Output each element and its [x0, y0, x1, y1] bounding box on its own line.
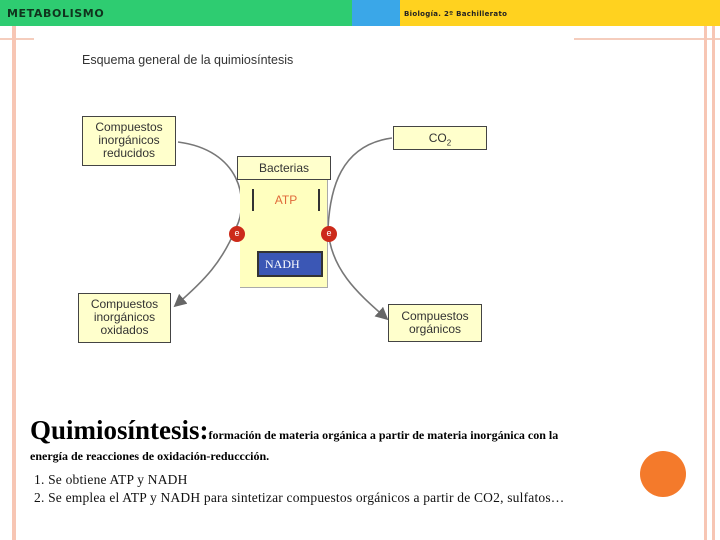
box-inorganic-oxidized: [78, 293, 171, 343]
box-co2-subscript: 2: [446, 138, 452, 148]
box-co2-label: CO: [428, 131, 447, 145]
header-title: METABOLISMO: [7, 7, 105, 20]
electron-right: e: [321, 226, 337, 242]
list-item: 1. Se obtiene ATP y NADH: [34, 472, 188, 487]
arrow-co2-to-organic: [328, 138, 392, 318]
box-organic: [388, 304, 482, 342]
definition-part2: energía de reacciones de oxidación-reduccción.: [30, 449, 270, 463]
box-inorganic-reduced: [82, 116, 176, 166]
box-inorganic-reduced-line1: Compuestos: [95, 120, 163, 134]
list-item: 2. Se emplea el ATP y NADH para sintetizar compuestos orgánicos a partir de CO2, sulfatos…: [34, 490, 565, 505]
definition-part1: formación de materia orgánica a partir de materia inorgánica con la: [208, 428, 559, 442]
arrow-reduced-to-oxidized: [176, 142, 242, 305]
box-co2: [393, 126, 487, 150]
electron-left: e: [229, 226, 245, 242]
header-subtitle: Biología. 2º Bachillerato: [404, 10, 508, 18]
decorative-orange-circle: [640, 451, 686, 497]
diagram-title: Esquema general de la quimiosíntesis: [82, 53, 294, 67]
definition-line: [30, 415, 558, 446]
box-organic-line1: Compuestos: [401, 309, 469, 323]
box-inorganic-oxidized-line3: oxidados: [100, 323, 149, 337]
atp-label: ATP: [252, 189, 320, 211]
heading-quimiosintesis: Quimiosíntesis:: [30, 415, 209, 445]
box-organic-line2: orgánicos: [408, 322, 462, 336]
nadh-label: NADH: [257, 251, 323, 277]
box-inorganic-reduced-line3: reducidos: [102, 146, 156, 160]
box-inorganic-reduced-line2: inorgánicos: [98, 133, 160, 147]
box-inorganic-oxidized-line2: inorgánicos: [93, 310, 156, 324]
box-inorganic-oxidized-line1: Compuestos: [90, 297, 159, 311]
box-bacteria: Bacterias: [237, 156, 331, 180]
